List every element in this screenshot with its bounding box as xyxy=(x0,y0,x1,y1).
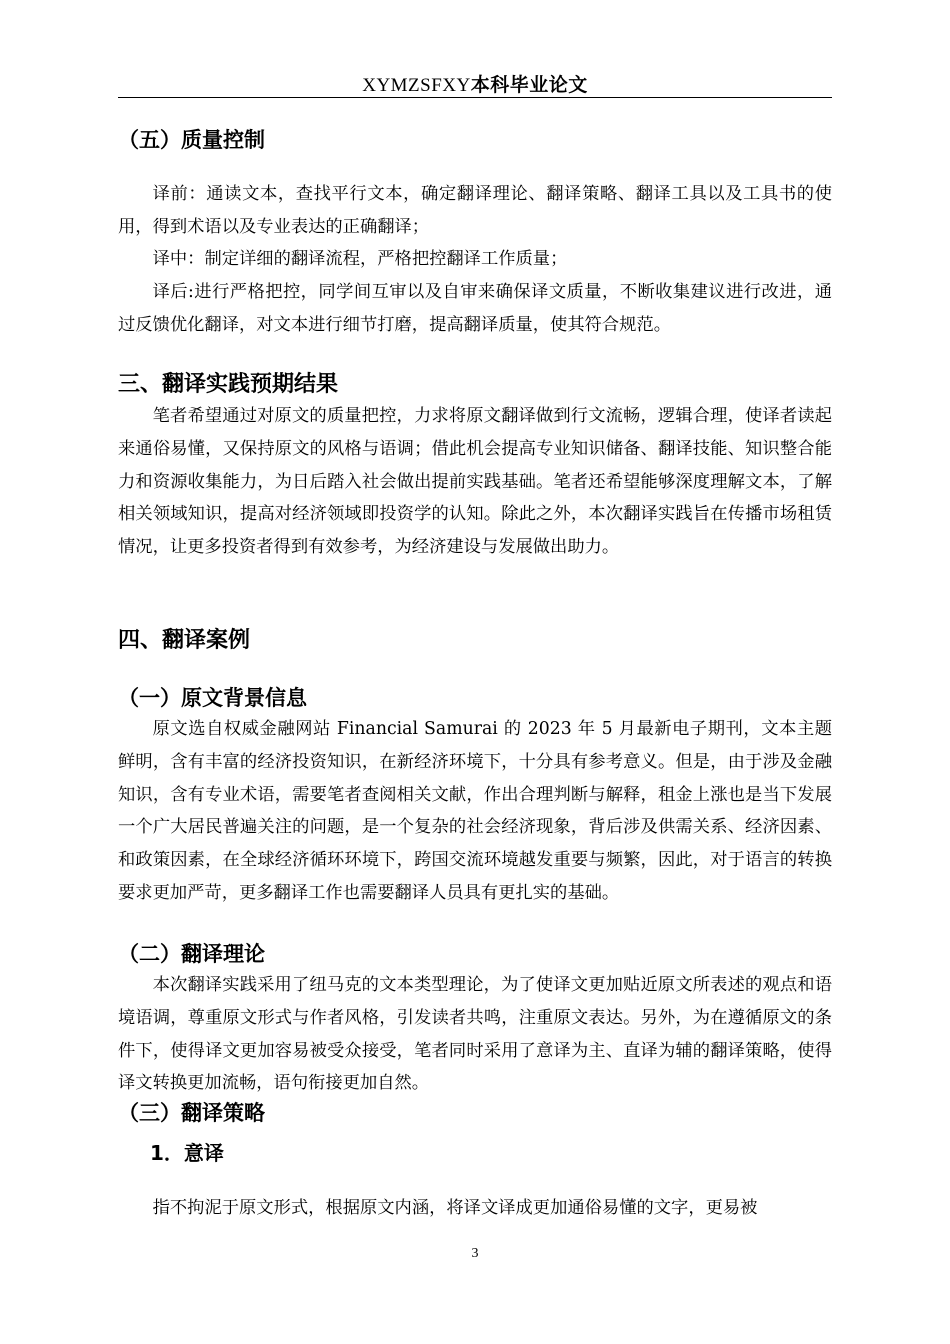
heading-translation-strategy: （三）翻译策略 xyxy=(118,1101,265,1125)
heading-free-translation: 1．意译 xyxy=(150,1141,224,1165)
page-number: 3 xyxy=(471,1246,479,1261)
heading-expected-results: 三、翻译实践预期结果 xyxy=(118,372,339,397)
paragraph-translation-theory: 本次翻译实践采用了纽马克的文本类型理论，为了使译文更加贴近原文所表述的观点和语境语调，尊重原文形式与作者风格，引发读者共鸣，注重原文表达。另外，为在遵循原文的条件下，使得译文更加容易被受众接受，笔者同时采用了意译为主、直译为辅的翻译策略，使得译文转换更加流畅，语句衔接更加自然。 xyxy=(118,975,832,1094)
page-header xyxy=(118,72,832,98)
paragraph-pre-translation: 译前：通读文本，查找平行文本，确定翻译理论、翻译策略、翻译工具以及工具书的使用，得到术语以及专业表达的正确翻译； xyxy=(118,184,832,237)
header-latin: XYMZSFXY xyxy=(362,75,471,96)
heading-quality-control: （五）质量控制 xyxy=(118,128,265,152)
heading-source-background: （一）原文背景信息 xyxy=(118,686,307,710)
paragraph-source-background: 原文选自权威金融网站 Financial Samurai 的 2023 年 5 月最新电子期刊，文本主题鲜明，含有丰富的经济投资知识，在新经济环境下，十分具有参考意义。但是，由于涉及金融知识，含有专业术语，需要笔者查阅相关文献，作出合理判断与解释，租金上涨也是当下发展一个广大居民普遍关注的问题，是一个复杂的社会经济现象，背后涉及供需关系、经济因素、和政策因素，在全球经济循环环境下，跨国交流环境越发重要与频繁，因此，对于语言的转换要求更加严苛，更多翻译工作也需要翻译人员具有更扎实的基础。 xyxy=(118,719,832,903)
paragraph-expected-results: 笔者希望通过对原文的质量把控，力求将原文翻译做到行文流畅，逻辑合理，使译者读起来通俗易懂，又保持原文的风格与语调；借此机会提高专业知识储备、翻译技能、知识整合能力和资源收集能力，为日后踏入社会做出提前实践基础。笔者还希望能够深度理解文本，了解相关领域知识，提高对经济领域即投资学的认知。除此之外，本次翻译实践旨在传播市场租赁情况，让更多投资者得到有效参考，为经济建设与发展做出助力。 xyxy=(118,406,832,558)
heading-translation-cases: 四、翻译案例 xyxy=(118,628,251,653)
heading-translation-theory: （二）翻译理论 xyxy=(118,942,265,966)
header-rule xyxy=(118,97,832,98)
paragraph-mid-translation: 译中：制定详细的翻译流程，严格把控翻译工作质量； xyxy=(152,249,568,269)
paragraph-post-translation: 译后:进行严格把控，同学间互审以及自审来确保译文质量，不断收集建议进行改进，通过反馈优化翻译，对文本进行细节打磨，提高翻译质量，使其符合规范。 xyxy=(118,282,832,335)
header-title: 本科毕业论文 xyxy=(470,74,588,96)
paragraph-free-translation: 指不拘泥于原文形式，根据原文内涵，将译文译成更加通俗易懂的文字，更易被 xyxy=(152,1198,758,1218)
